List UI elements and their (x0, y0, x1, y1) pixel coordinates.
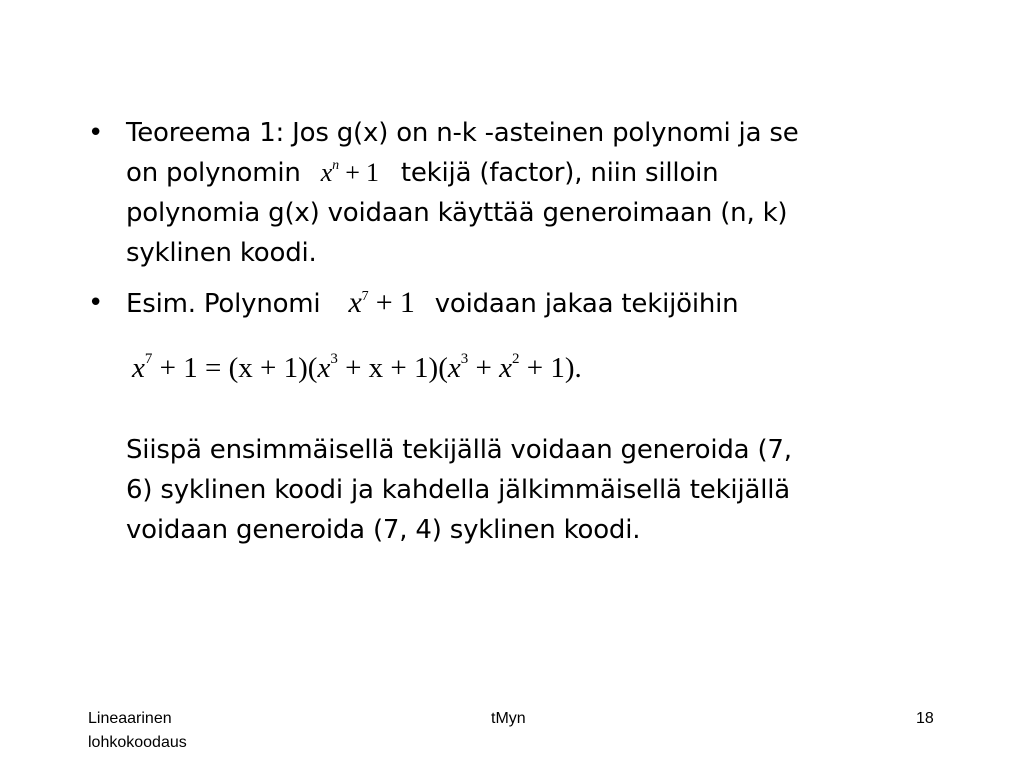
eq-lhs-exp: 7 (144, 351, 153, 367)
formula-x7-exponent: 7 (361, 289, 369, 304)
eq-factor-3-x2: x (499, 352, 512, 384)
eq-factor-2-open: ( (307, 352, 318, 384)
eq-factor-3-mid: + (468, 352, 500, 384)
paragraph-line-2: 6) syklinen koodi ja kahdella jälkimmäisellä tekijällä (126, 475, 790, 505)
factorization-equation (132, 352, 582, 385)
formula-xn-exponent: n (332, 158, 339, 173)
bullet-1-text (126, 113, 799, 273)
eq-factor-3-rest: + 1). (519, 352, 582, 384)
eq-factor-3-exp: 3 (460, 351, 469, 367)
paragraph-line-1: Siispä ensimmäisellä tekijällä voidaan generoida (7, (126, 435, 792, 465)
eq-lhs-base: x (132, 352, 145, 384)
footer-left (88, 707, 187, 755)
page-number: 18 (916, 710, 934, 727)
bullet-1-line-1: Teoreema 1: Jos g(x) on n-k -asteinen polynomi ja se (126, 118, 799, 148)
eq-factor-1: (x + 1) (228, 352, 308, 384)
formula-x7-plus-1 (349, 283, 415, 323)
bullet-1-line-2 (126, 153, 799, 193)
eq-lhs-rest: + 1 = (152, 352, 229, 384)
eq-factor-3-x: x (447, 352, 461, 384)
formula-xn-rest: + 1 (345, 158, 379, 187)
eq-factor-3-exp2: 2 (511, 351, 520, 367)
bullet-1-line-4: syklinen koodi. (126, 238, 317, 268)
bullet-1-line-2-prefix: on polynomin (126, 158, 301, 188)
bullet-2-prefix: Esim. Polynomi (126, 289, 321, 319)
bullet-2-text (126, 283, 738, 323)
footer-center: tMyn (491, 710, 526, 727)
bullet-2-suffix: voidaan jakaa tekijöihin (434, 289, 739, 319)
eq-factor-2-x: x (317, 352, 331, 384)
conclusion-paragraph (126, 430, 792, 550)
bullet-1-line-3: polynomia g(x) voidaan käyttää generoimaan (n, k) (126, 198, 788, 228)
bullet-1-line-2-suffix: tekijä (factor), niin silloin (400, 158, 719, 188)
eq-factor-2-exp: 3 (330, 351, 338, 367)
bullet-2-line-1 (126, 283, 738, 323)
footer-left-line-2: lohkokoodaus (88, 734, 187, 751)
formula-x7-base: x (348, 286, 362, 319)
formula-xn-base: x (320, 158, 333, 187)
formula-x7-rest: + 1 (375, 286, 415, 319)
formula-xn-plus-1 (321, 153, 379, 193)
eq-factor-2-rest: + x + 1) (337, 352, 439, 384)
bullet-marker-1: • (88, 118, 104, 148)
footer-left-line-1: Lineaarinen (88, 710, 172, 727)
bullet-marker-2: • (88, 288, 104, 318)
paragraph-line-3: voidaan generoida (7, 4) syklinen koodi. (126, 515, 641, 545)
eq-factor-3-open: ( (438, 352, 448, 384)
